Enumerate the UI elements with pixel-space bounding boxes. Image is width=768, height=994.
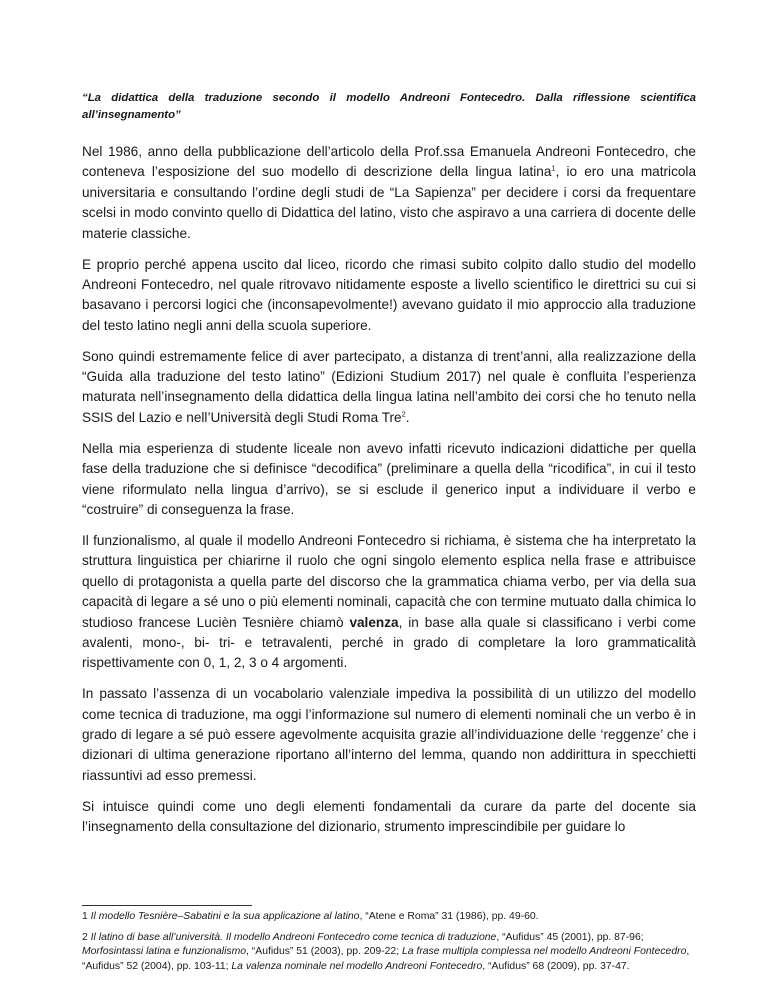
paragraph-5: Il funzionalismo, al quale il modello Andreoni Fontecedro si richiama, è sistema che ha interpretato la struttura linguistica per chiarirne il ruolo che ogni singolo elemento esplica nella frase e attribuisce quello di protagonista a quella parte del discorso che la grammatica chiama verbo, per via della sua capacità di legare a sé uno o più elementi nominali, capacità che con termine mutuato dalla chimica lo studioso francese Lucièn Tesnière chiamò valenza, in base alla quale si classificano i verbi come avalenti, mono-, bi- tri- e tetravalenti, perché in grado di completare la loro grammaticalità rispettivamente con 0, 1, 2, 3 o 4 argomenti. xyxy=(82,532,696,671)
footnote-1: 1 Il modello Tesnière–Sabatini e la sua applicazione al latino, “Atene e Roma” 31 (1986), pp. 49-60. xyxy=(82,911,539,922)
paragraph-6: In passato l’assenza di un vocabolario valenziale impediva la possibilità di un utilizzo del modello come tecnica di traduzione, ma oggi l’informazione sul numero di elementi nominali che un verbo è in grado di legare a sé può essere agevolmente acquisita grazie all’individuazione delle ‘reggenze’ che i dizionari di ultima generazione riportano all’interno del lemma, quando non addirittura in specchietti riassuntivi ad esso premessi. xyxy=(82,686,696,783)
footnote-2: 2 Il latino di base all’università. Il modello Andreoni Fontecedro come tecnica di traduzione, “Aufidus” 45 (2001), pp. 87-96; Morfosintassi latina e funzionalismo, “Aufidus” 51 (2003), pp. 209-22; La frase multipla complessa nel modello Andreoni Fontecedro, “Aufidus” 52 (2004), pp. 103-11; La valenza nominale nel modello Andreoni Fontecedro, “Aufidus” 68 (2009), pp. 37-47. xyxy=(82,931,690,972)
document-title: “La didattica della traduzione secondo il modello Andreoni Fontecedro. Dalla riflessione scientifica all’insegnamento” xyxy=(82,92,696,121)
paragraph-2: E proprio perché appena uscito dal liceo, ricordo che rimasi subito colpito dallo studio del modello Andreoni Fontecedro, nel quale ritrovavo nitidamente esposte a livello scientifico le direttrici su cui si basavano i percorsi logici che (inconsapevolmente!) avevano guidato il mio approccio alla traduzione del testo latino negli anni della scuola superiore. xyxy=(82,256,696,333)
footnote-ref-1[interactable]: 1 xyxy=(551,163,556,173)
paragraph-7: Si intuisce quindi come uno degli elementi fondamentali da curare da parte del docente sia l’insegnamento della consultazione del dizionario, strumento imprescindibile per guidare lo xyxy=(82,798,696,835)
footnotes xyxy=(82,905,696,974)
paragraph-3: Sono quindi estremamente felice di aver partecipato, a distanza di trent’anni, alla realizzazione della “Guida alla traduzione del testo latino” (Edizioni Studium 2017) nel quale è confluita l’esperienza maturata nell’insegnamento della didattica della lingua latina nell’ambito dei corsi che ho tenuto nella SSIS del Lazio e nell’Università degli Studi Roma Tre$^2$. xyxy=(82,348,696,425)
footnote-ref-2[interactable]: 2 xyxy=(401,409,406,419)
footnote-divider xyxy=(82,905,252,906)
paragraph-1: Nel 1986, anno della pubblicazione dell’articolo della Prof.ssa Emanuela Andreoni Fontecedro, che conteneva l’esposizione del suo modello di descrizione della lingua latina$^1$, io ero una matricola universitaria e consultando l’ordine degli studi de “La Sapienza” per decidere i corsi da frequentare scelsi in modo convinto quello di Didattica del latino, visto che aspiravo a una carriera di docente delle materie classiche. xyxy=(82,144,697,241)
term-valenza: valenza xyxy=(349,614,399,630)
paragraph-4: Nella mia esperienza di studente liceale non avevo infatti ricevuto indicazioni didattiche per quella fase della traduzione che si definisce “decodifica” (preliminare a quella della “ricodifica”, in cui il testo viene riformulato nella lingua d’arrivo), se si esclude il generico input a individuare il verbo e “costruire” di conseguenza la frase. xyxy=(82,440,696,517)
